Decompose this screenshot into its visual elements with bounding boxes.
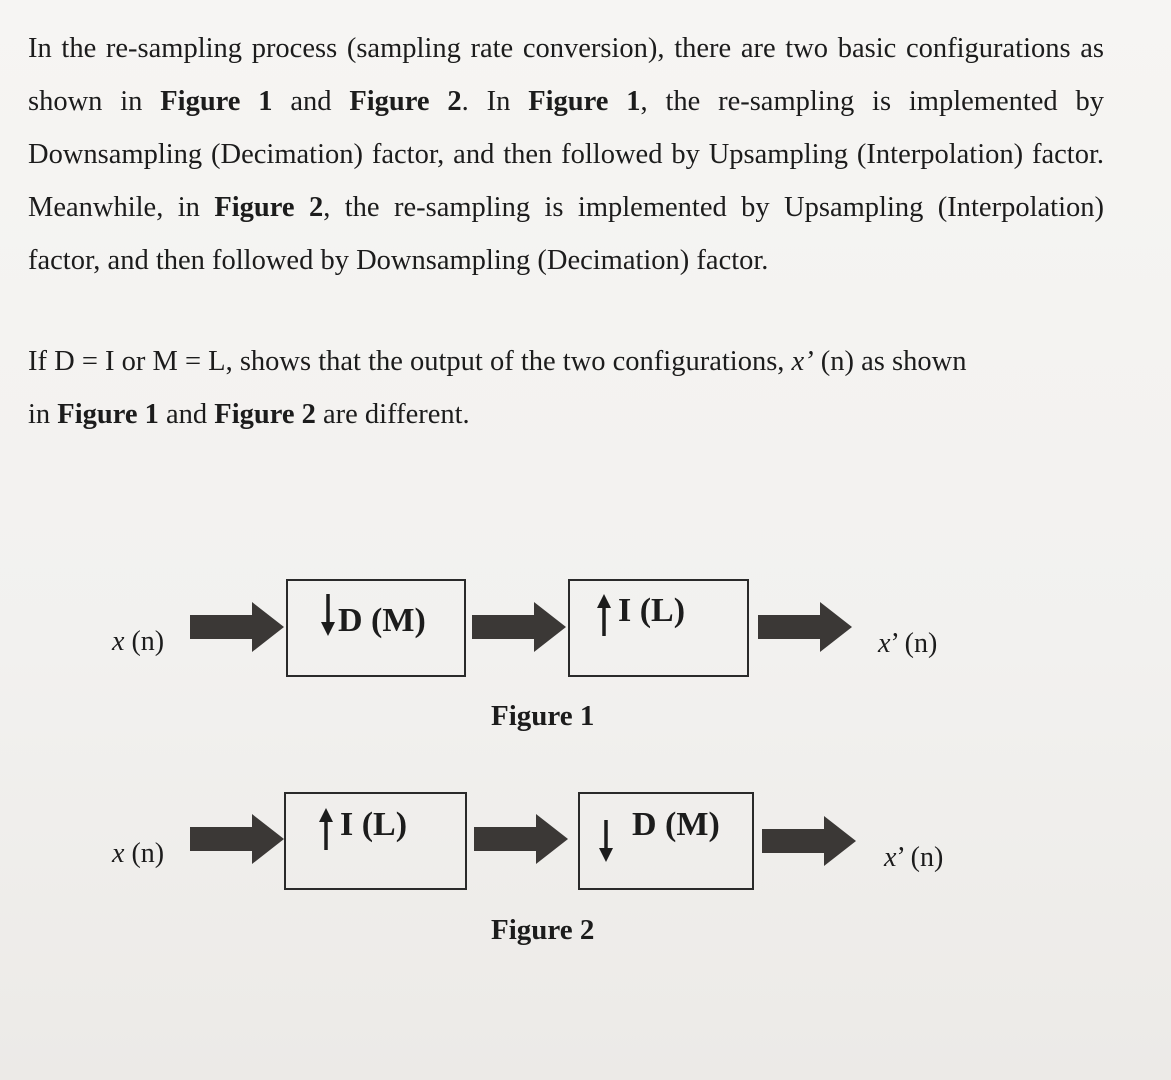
question-seg5: are different. xyxy=(315,399,470,430)
question-seg4: and xyxy=(158,399,215,430)
intro-text xyxy=(28,22,1104,287)
figure1-output-label: x’ (n) xyxy=(878,628,938,659)
figure1-arrow-2 xyxy=(470,598,570,656)
output-variable: x’ xyxy=(791,346,814,377)
figure2-block1-label: I (L) xyxy=(340,806,408,843)
question-line-1 xyxy=(28,335,1104,388)
question-line-2 xyxy=(28,388,1104,441)
intro-seg3: . In xyxy=(461,86,529,117)
figure2-arrow-1 xyxy=(188,810,288,868)
down-arrow-icon xyxy=(318,592,338,638)
up-arrow-icon xyxy=(594,592,614,638)
figure2-ref: Figure 2 xyxy=(349,86,462,117)
figure2-block2-label: D (M) xyxy=(632,806,720,843)
figure1-input-label: x (n) xyxy=(112,626,165,657)
figure2-caption: Figure 2 xyxy=(491,914,595,946)
figure2-input-label: x (n) xyxy=(112,838,165,869)
question-seg2: (n) as shown xyxy=(813,346,967,377)
figure1-arrow-3 xyxy=(756,598,856,656)
figure1-arrow-1 xyxy=(188,598,288,656)
figure2-arrow-3 xyxy=(760,812,860,870)
question-figure2-ref: Figure 2 xyxy=(214,399,316,430)
figure2-ref-2: Figure 2 xyxy=(214,192,324,223)
figure1-ref-2: Figure 1 xyxy=(528,86,641,117)
intro-seg2: and xyxy=(272,86,350,117)
question-figure1-ref: Figure 1 xyxy=(57,399,159,430)
intro-seg1: In the re-sampling process (sampling rate conversion), there are two basic configurations as shown in xyxy=(28,33,1104,117)
figure2-output-label: x’ (n) xyxy=(884,842,944,873)
question-seg3: in xyxy=(28,399,58,430)
figure2-arrow-2 xyxy=(472,810,572,868)
down-arrow-icon-2 xyxy=(596,818,616,864)
question-paragraph xyxy=(28,335,1104,441)
intro-seg4: , the re-sampling is implemented by Downsampling (Decimation) factor, and then followed by Upsampling (Interpolation) factor. Meanwhile, in xyxy=(28,86,1104,223)
figure1-caption: Figure 1 xyxy=(491,700,595,732)
intro-seg5: , the re-sampling is implemented by Upsampling (Interpolation) factor, and then followed by Downsampling (Decimation) factor. xyxy=(28,192,1104,276)
intro-paragraph xyxy=(28,22,1104,287)
question-seg1: If D = I or M = L, shows that the output of the two configurations, xyxy=(28,346,792,377)
up-arrow-icon-2 xyxy=(316,806,336,852)
figure1-block1-label: D (M) xyxy=(338,602,426,639)
figure1-block2-label: I (L) xyxy=(618,592,686,629)
figure1-ref: Figure 1 xyxy=(160,86,273,117)
